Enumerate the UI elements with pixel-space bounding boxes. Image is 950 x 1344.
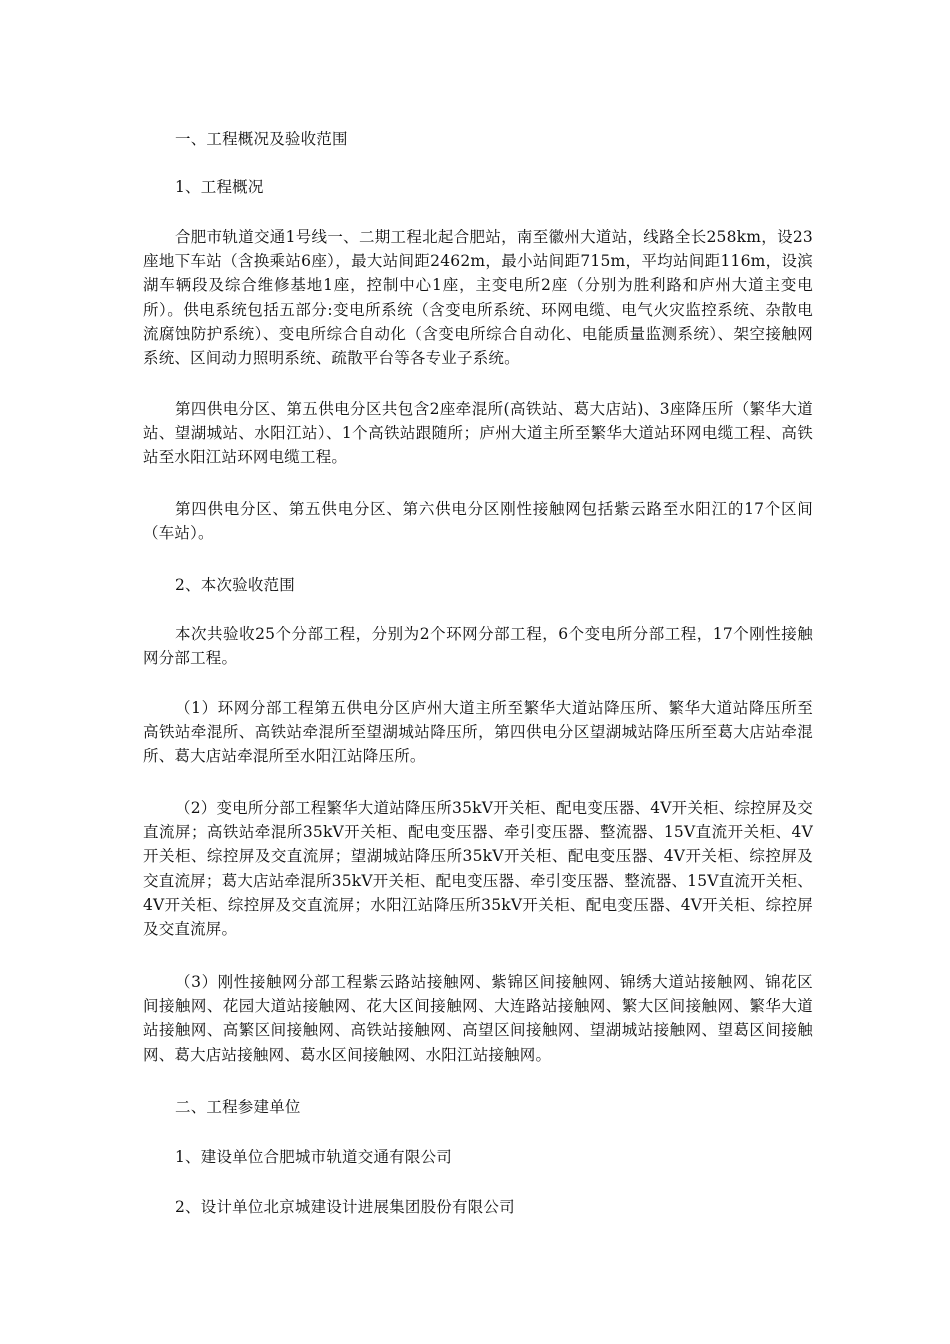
subsection-heading-acceptance-scope: 2、本次验收范围 — [175, 576, 295, 594]
section-heading-overview-scope: 一、工程概况及验收范围 — [175, 130, 348, 148]
subsection-heading-overview: 1、工程概况 — [175, 178, 264, 196]
scope-item-catenary: （3）刚性接触网分部工程紫云路站接触网、紫锦区间接触网、锦绣大道站接触网、锦花区间接触网、花园大道站接触网、花大区间接触网、大连路站接触网、繁大区间接触网、繁华大道站接触网、高繁区间接触网、高铁站接触网、高望区间接触网、望湖城站接触网、望葛区间接触网、葛大店站接触网、葛水区间接触网、水阳江站接触网。 — [143, 973, 813, 1064]
overview-paragraph-2: 第四供电分区、第五供电分区共包含2座牵混所(高铁站、葛大店站)、3座降压所（繁华大道站、望湖城站、水阳江站）、1个高铁站跟随所；庐州大道主所至繁华大道站环网电缆工程、高铁站至水阳江站环网电缆工程。 — [143, 400, 813, 467]
section-heading-participating-units: 二、工程参建单位 — [175, 1098, 301, 1116]
unit-design: 2、设计单位北京城建设计进展集团股份有限公司 — [175, 1198, 515, 1216]
overview-paragraph-1: 合肥市轨道交通1号线一、二期工程北起合肥站，南至徽州大道站，线路全长258km，设23座地下车站（含换乘站6座），最大站间距2462m，最小站间距715m，平均站间距116m，设滨湖车辆段及综合维修基地1座，控制中心1座，主变电所2座（分别为胜利路和庐州大道主变电所）。供电系统包括五部分:变电所系统（含变电所系统、环网电缆、电气火灾监控系统、杂散电流腐蚀防护系统）、变电所综合自动化（含变电所综合自动化、电能质量监测系统）、架空接触网系统、区间动力照明系统、疏散平台等各专业子系统。 — [143, 228, 813, 368]
scope-paragraph: 本次共验收25个分部工程，分别为2个环网分部工程，6个变电所分部工程，17个刚性接触网分部工程。 — [143, 625, 813, 668]
scope-item-substations: （2）变电所分部工程繁华大道站降压所35kV开关柜、配电变压器、4V开关柜、综控屏及交直流屏；高铁站牵混所35kV开关柜、配电变压器、牵引变压器、整流器、15V直流开关柜、4V开关柜、综控屏及交直流屏；望湖城站降压所35kV开关柜、配电变压器、4V开关柜、综控屏及交直流屏；葛大店站牵混所35kV开关柜、配电变压器、牵引变压器、整流器、15V直流开关柜、4V开关柜、综控屏及交直流屏；水阳江站降压所35kV开关柜、配电变压器、4V开关柜、综控屏及交直流屏。 — [143, 799, 813, 939]
unit-construction: 1、建设单位合肥城市轨道交通有限公司 — [175, 1148, 452, 1166]
scope-item-ring-network: （1）环网分部工程第五供电分区庐州大道主所至繁华大道站降压所、繁华大道站降压所至高铁站牵混所、高铁站牵混所至望湖城站降压所，第四供电分区望湖城站降压所至葛大店站牵混所、葛大店站牵混所至水阳江站降压所。 — [143, 699, 813, 766]
overview-paragraph-3: 第四供电分区、第五供电分区、第六供电分区刚性接触网包括紫云路至水阳江的17个区间（车站）。 — [143, 500, 813, 543]
